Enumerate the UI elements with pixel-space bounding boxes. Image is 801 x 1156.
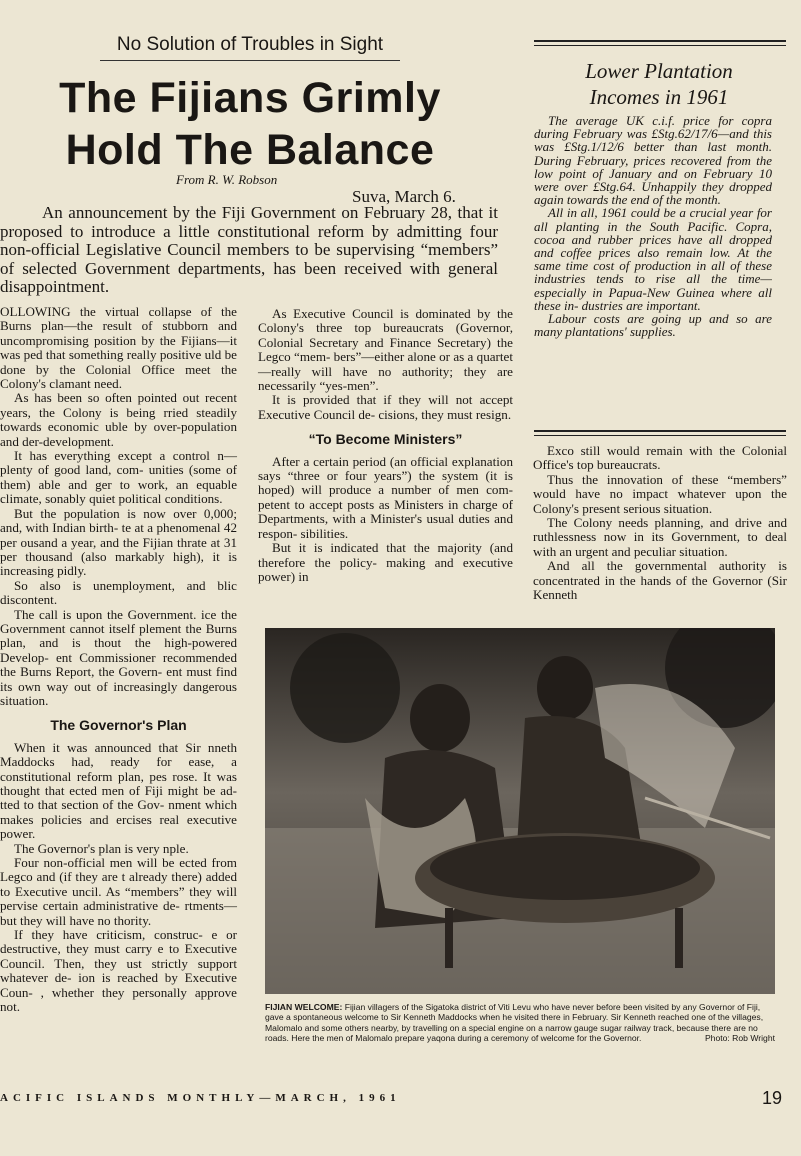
paragraph: The call is upon the Government. ice the Government cannot itself plement the Burns plan, and is thout the high-powered Develop- ent Commissioner recommended the Burns Report, the Govern- ent must find its own way out of increasingly dangerous situation. — [0, 606, 237, 708]
paragraph: Four non-official men will be ected from Legco and (if they are t already there) added to Executive uncil. As “members” they will pervise certain administrative de- rtments—but they will have no thority. — [0, 855, 237, 928]
sidebar-title-line: Incomes in 1961 — [589, 85, 729, 109]
photo-caption — [265, 1002, 775, 1044]
paragraph: It has everything except a control n—plenty of good land, com- unities (some of them) able and ger to work, an equable climate, sonably quiet political conditions. — [0, 448, 237, 507]
sidebar-top-rule — [534, 40, 786, 46]
paragraph: It is provided that if they will not accept Executive Council de- cisions, they must resign. — [258, 392, 513, 422]
paragraph: The Colony needs planning, and drive and ruthlessness now in its Government, to deal with an urgent and peculiar situation. — [533, 515, 787, 559]
paragraph: As has been so often pointed out recent years, the Colony is being rried steadily towards economic uble by over-population and der-development. — [0, 390, 237, 449]
photo-fijian-welcome — [265, 628, 775, 994]
column-1 — [0, 305, 237, 1015]
sidebar-body — [534, 114, 772, 338]
paragraph: Labour costs are going up and so are many plantations' supplies. — [534, 311, 772, 340]
caption-text: Fijian villagers of the Sigatoka district of Viti Levu who have never before been visited by any Governor of Fiji, gave a spontaneous welcome to Sir Kenneth Maddocks when he visited there in February. Sir Kenneth reached one of the villages, Malomalo and some others nearby, by travelling on a special engine on a narrow gauge sugar railway track, because there are no roads. Here the men of Malomalo prepare yaqona during a ceremony of welcome for the Governor. — [265, 1002, 764, 1044]
column-3 — [533, 444, 787, 602]
paragraph: As Executive Council is dominated by the Colony's three top bureaucrats (Governor, Colonial Secretary and Finance Secretary) the Legco “mem- bers”—either alone or as a quartet —really will have no authority; they are necessarily “yes-men”. — [258, 306, 513, 394]
subhead-to-become-ministers: “To Become Ministers” — [308, 431, 463, 448]
column-2 — [258, 307, 513, 584]
paragraph: OLLOWING the virtual collapse of the Burns plan—the result of stubborn and uncompromising position by the Fijians—it was ped that something really positive uld be done by the Colonial Office meet the Colony's clamant need. — [0, 304, 237, 392]
paragraph: When it was announced that Sir nneth Maddocks had, ready for ease, a constitutional reform plan, pes rose. It was thought that ected men of Fiji might be ad- tted to that section of the Gov- nment which makes policies and ercises real executive power. — [0, 739, 237, 842]
paragraph: All in all, 1961 could be a crucial year for all planting in the South Pacific. Copra, cocoa and rubber prices have all dropped and coffee prices also remain low. At the same time cost of production in all of these industries tends to rise all the time—especially in Papua-New Guinea where all these in- dustries are important. — [534, 205, 772, 313]
running-footer: ACIFIC ISLANDS MONTHLY—MARCH, 1961 — [0, 1092, 401, 1104]
paragraph: If they have criticism, construc- e or destructive, they must carry e to Executive Council. Then, they ust strictly support whatever de- ion is reached by Executive Coun- , whether they personally approve not. — [0, 927, 237, 1015]
photo-credit: Photo: Rob Wright — [704, 1033, 775, 1044]
lede-paragraph: An announcement by the Fiji Government on February 28, that it proposed to introduce a little constitutional reform by admitting four non-official Legislative Council members to be supervising “members” of selected Government departments, has been received with general disappointment. — [0, 203, 498, 296]
sidebar-title-line: Lower Plantation — [585, 59, 733, 83]
paragraph: And all the governmental authority is concentrated in the hands of the Governor (Sir Kenneth — [533, 558, 787, 603]
paragraph: So also is unemployment, and blic discontent. — [0, 577, 237, 608]
sidebar-bottom-rule — [534, 430, 786, 436]
byline: From R. W. Robson — [176, 172, 278, 187]
sidebar-title — [534, 58, 784, 110]
kicker: No Solution of Troubles in Sight — [100, 34, 400, 61]
subhead-governors-plan: The Governor's Plan — [50, 717, 187, 734]
dateline: Suva, March 6. — [352, 187, 456, 206]
paragraph: But it is indicated that the majority (and therefore the policy- making and executive power) in — [258, 540, 513, 584]
paragraph: But the population is now over 0,000; and, with Indian birth- te at a phenomenal 42 per ousand a year, and the Fijian thrate at 31 per thousand (also markably high), it is increasing pidly. — [0, 505, 237, 579]
page-number: 19 — [762, 1088, 783, 1108]
paragraph: The average UK c.i.f. price for copra during February was £Stg.62/17/6—and this was £Stg.1/12/6 better than last month. During February, prices recovered from the low point of January and on February 10 were over £Stg.64. Unhappily they dropped again towards the end of the month. — [534, 113, 772, 208]
caption-lead: FIJIAN WELCOME: — [265, 1002, 343, 1012]
paragraph: The Governor's plan is very nple. — [14, 840, 189, 856]
paragraph: Thus the innovation of these “members” would have no impact whatever upon the Colony's present serious situation. — [533, 471, 787, 516]
paragraph: After a certain period (an official explanation says “three or four years”) the system (it is hoped) will produce a number of men com- petent to accept posts as Ministers in charge of Departments, with a Minister's usual duties and respon- sibilities. — [258, 453, 513, 541]
headline: The Fijians Grimly Hold The Balance — [59, 74, 441, 174]
paragraph: Exco still would remain with the Colonial Office's top bureaucrats. — [533, 443, 787, 473]
